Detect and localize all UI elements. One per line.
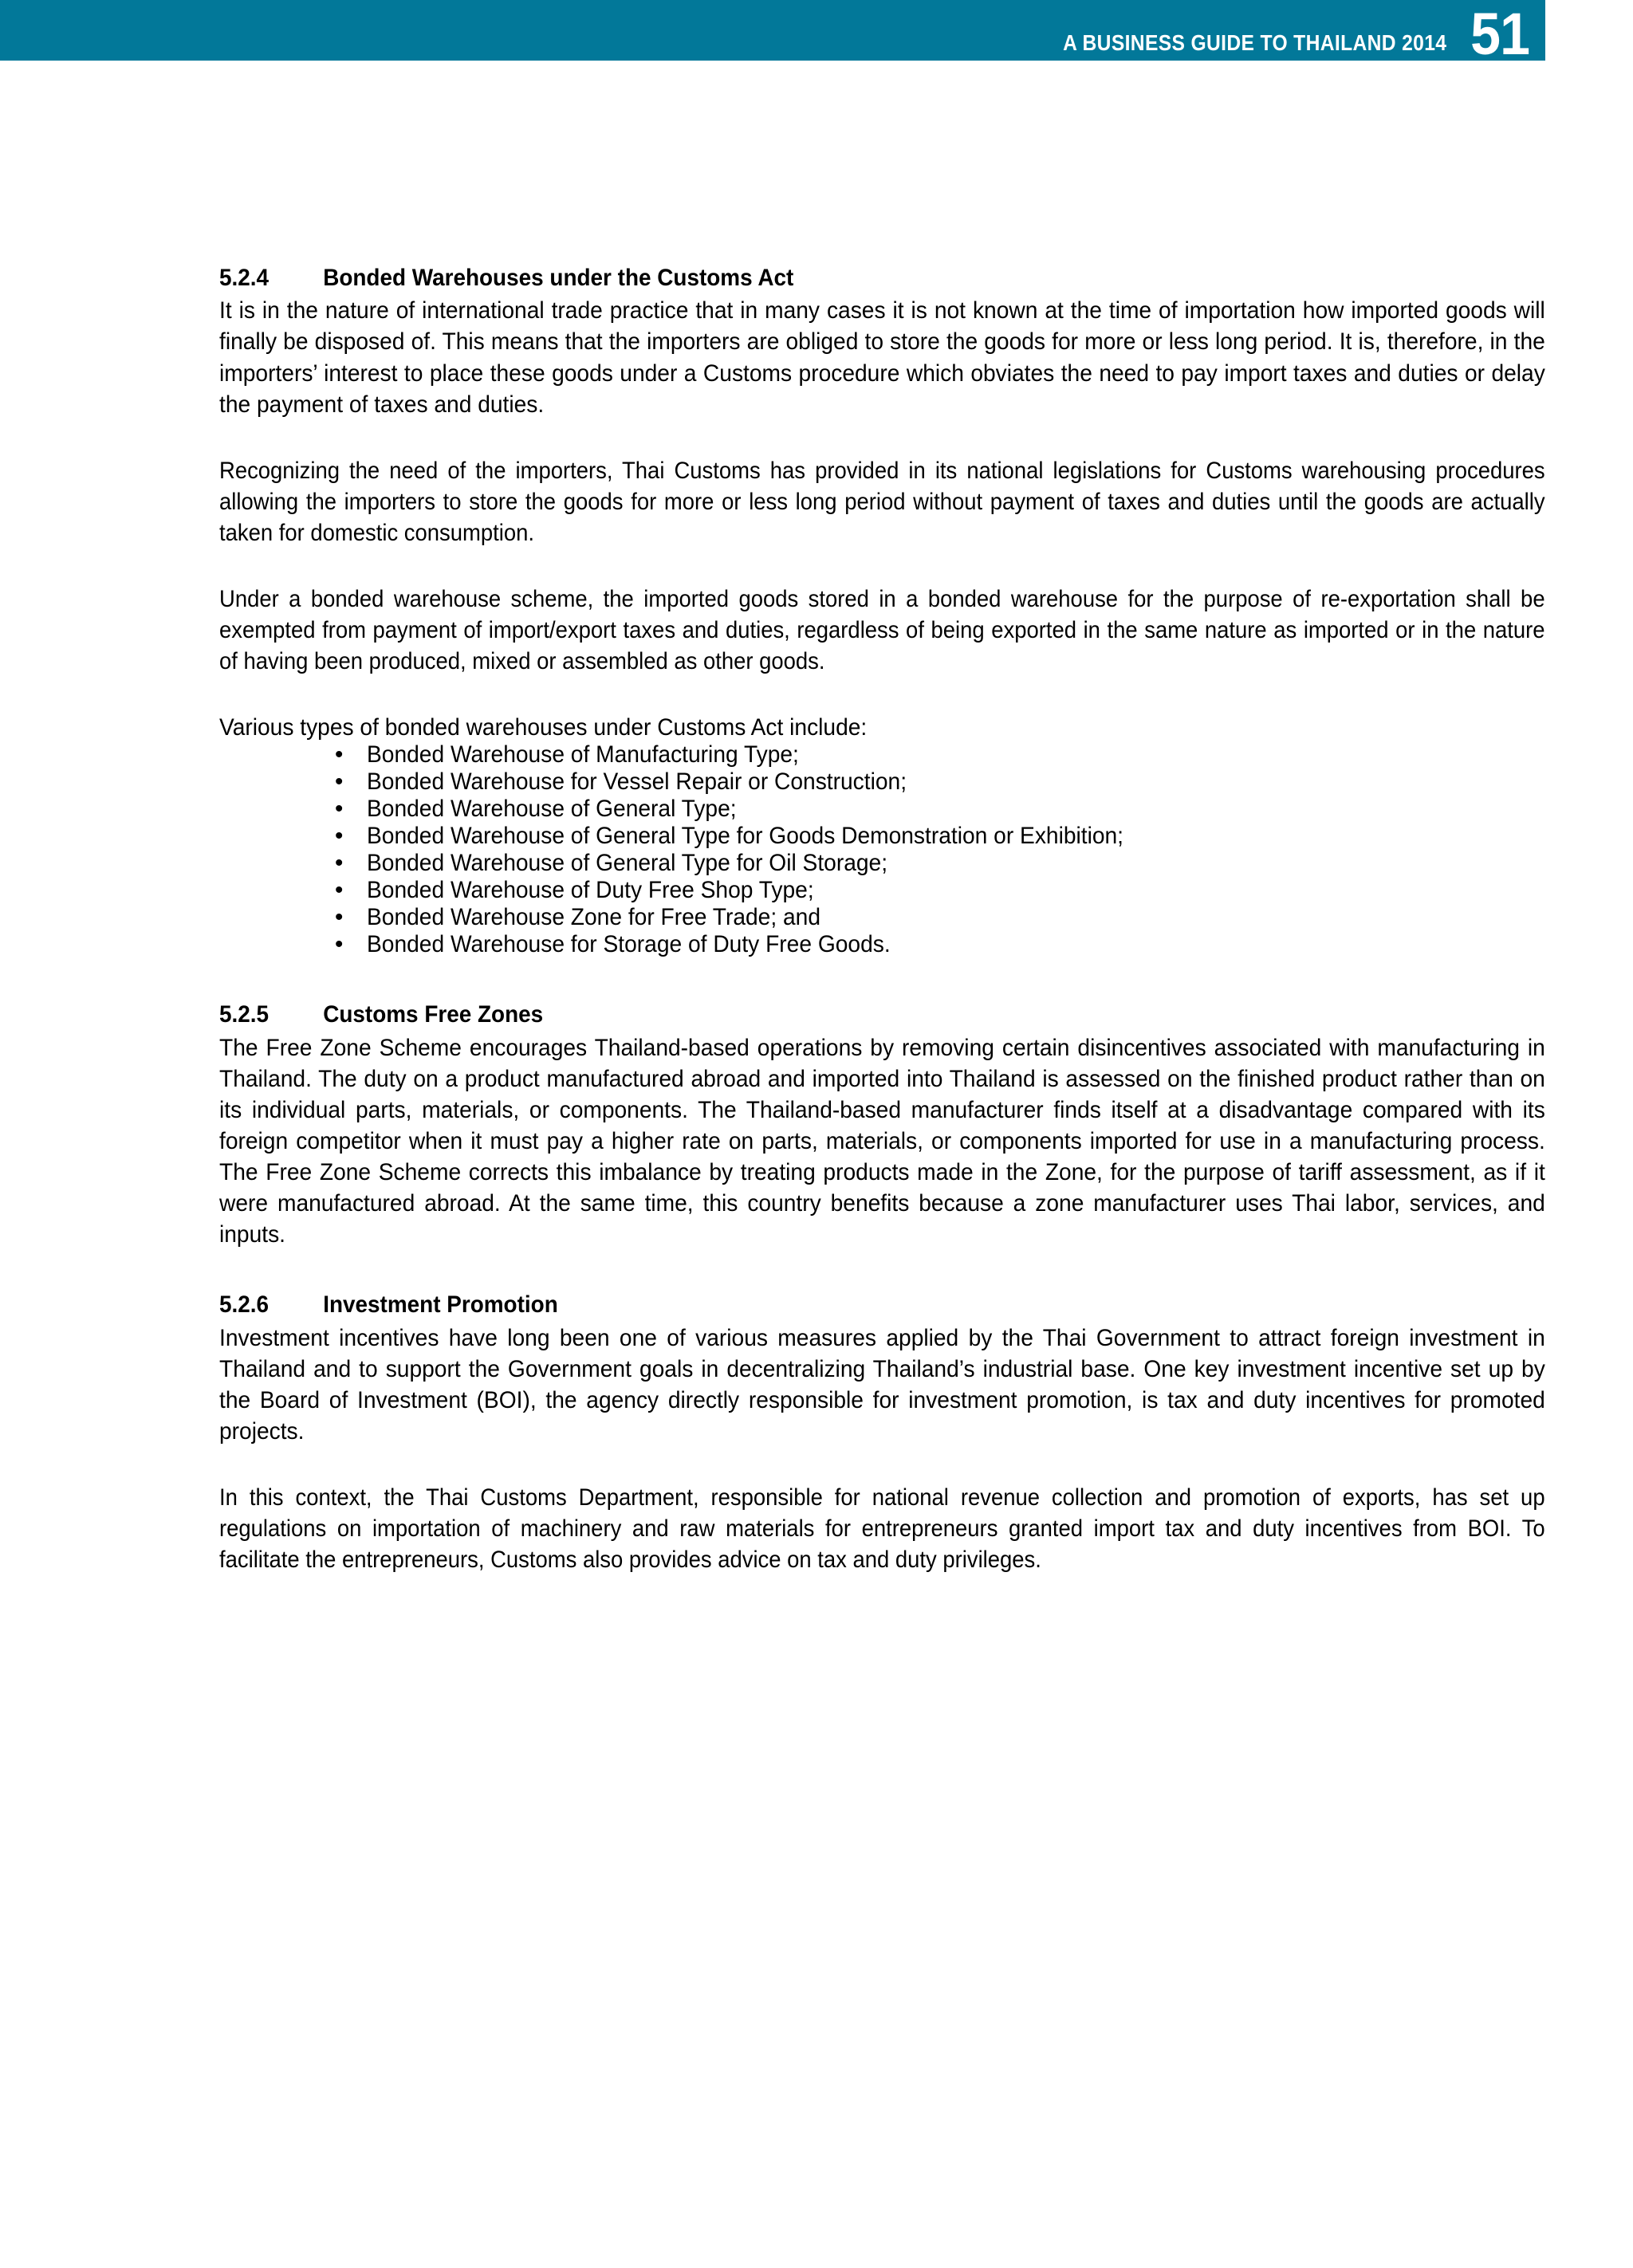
section-heading-5-2-4 [219, 263, 1453, 293]
list-item [219, 824, 1545, 851]
bullet-icon: • [335, 877, 344, 904]
paragraph: In this context, the Thai Customs Department, responsible for national revenue collection and promotion of exports, has set up regulations on importation of machinery and raw materials for entrepreneurs granted import tax and duty incentives from BOI. To facilitate the entrepreneurs, Customs also provides advice on tax and duty privileges. [219, 1484, 1545, 1574]
paragraph-spacer [219, 420, 1545, 455]
section-title: Bonded Warehouses under the Customs Act [323, 265, 794, 291]
bullet-icon: • [335, 796, 344, 823]
list-item [219, 743, 1545, 770]
paragraph-spacer [219, 548, 1545, 584]
list-item-label: Bonded Warehouse for Vessel Repair or Construction; [367, 768, 907, 796]
publication-title: A BUSINESS GUIDE TO THAILAND 2014 [1062, 30, 1447, 55]
page-number: 51 [1470, 1, 1529, 61]
bullet-icon: • [335, 904, 344, 931]
page-body [219, 263, 1545, 1575]
list-item [219, 770, 1545, 797]
list-item-label: Bonded Warehouse of Duty Free Shop Type; [367, 877, 814, 904]
paragraph: Investment incentives have long been one of various measures applied by the Thai Government to attract foreign investment in Thailand and to support the Government goals in decentralizing Thailand’s industrial base. One key investment incentive set up by the Board of Investment (BOI), the agency directly responsible for investment promotion, is tax and duty incentives for promoted projects. [219, 1324, 1545, 1445]
page-header-band [0, 0, 1545, 61]
list-item [219, 879, 1545, 906]
paragraph: The Free Zone Scheme encourages Thailand-based operations by removing certain disincentives associated with manufacturing in Thailand. The duty on a product manufactured abroad and imported into Thailand is assessed on the finished product rather than on its individual parts, materials, or components. The Thailand-based manufacturer finds itself at a disadvantage compared with its foreign competitor when it must pay a higher rate on parts, materials, or components imported for use in a manufacturing process. The Free Zone Scheme corrects this imbalance by treating products made in the Zone, for the purpose of tariff assessment, as if it were manufactured abroad. At the same time, this country benefits because a zone manufacturer uses Thai labor, services, and inputs. [219, 1034, 1545, 1248]
bullet-icon: • [335, 850, 344, 877]
section-spacer [219, 960, 1545, 1000]
list-item-label: Bonded Warehouse of General Type; [367, 796, 737, 823]
list-item [219, 906, 1545, 933]
paragraph-list-intro: Various types of bonded warehouses under Customs Act include: [219, 714, 868, 741]
paragraph-spacer [219, 1447, 1545, 1482]
list-item [219, 851, 1545, 879]
section-number: 5.2.6 [219, 1291, 270, 1319]
section-title: Investment Promotion [323, 1291, 558, 1319]
page-header-content [1010, 1, 1545, 61]
list-item [219, 933, 1545, 960]
list-item-label: Bonded Warehouse of General Type for Oil Storage; [367, 850, 888, 877]
section-title: Customs Free Zones [323, 1001, 544, 1028]
bullet-icon: • [335, 741, 344, 768]
paragraph-spacer [219, 677, 1545, 712]
section-5-2-4 [219, 263, 1545, 960]
bullet-icon: • [335, 768, 344, 796]
list-item-label: Bonded Warehouse for Storage of Duty Free Goods. [367, 931, 891, 958]
section-5-2-5 [219, 1000, 1545, 1250]
list-item [219, 797, 1545, 824]
section-number: 5.2.4 [219, 265, 270, 291]
bullet-icon: • [335, 823, 344, 850]
section-spacer [219, 1250, 1545, 1290]
section-5-2-6 [219, 1290, 1545, 1575]
paragraph: It is in the nature of international trade practice that in many cases it is not known at the time of importation how imported goods will finally be disposed of. This means that the importers are obliged to store the goods for more or less long period. It is, therefore, in the importers’ interest to place these goods under a Customs procedure which obviates the need to pay import taxes and duties or delay the payment of taxes and duties. [219, 297, 1545, 418]
section-heading-5-2-6 [219, 1290, 1453, 1320]
bullet-icon: • [335, 931, 344, 958]
list-item-label: Bonded Warehouse of General Type for Goods Demonstration or Exhibition; [367, 823, 1124, 850]
section-number: 5.2.5 [219, 1001, 270, 1028]
list-item-label: Bonded Warehouse of Manufacturing Type; [367, 741, 799, 768]
bonded-warehouse-types-list [219, 743, 1545, 960]
paragraph: Recognizing the need of the importers, Thai Customs has provided in its national legislations for Customs warehousing procedures allowing the importers to store the goods for more or less long period without payment of taxes and duties until the goods are actually taken for domestic consumption. [219, 457, 1545, 546]
paragraph: Under a bonded warehouse scheme, the imported goods stored in a bonded warehouse for the purpose of re-exportation shall be exempted from payment of import/export taxes and duties, regardless of being exported in the same nature as imported or in the nature of having been produced, mixed or assembled as other goods. [219, 585, 1545, 675]
section-heading-5-2-5 [219, 1000, 1453, 1030]
list-item-label: Bonded Warehouse Zone for Free Trade; and [367, 904, 821, 931]
